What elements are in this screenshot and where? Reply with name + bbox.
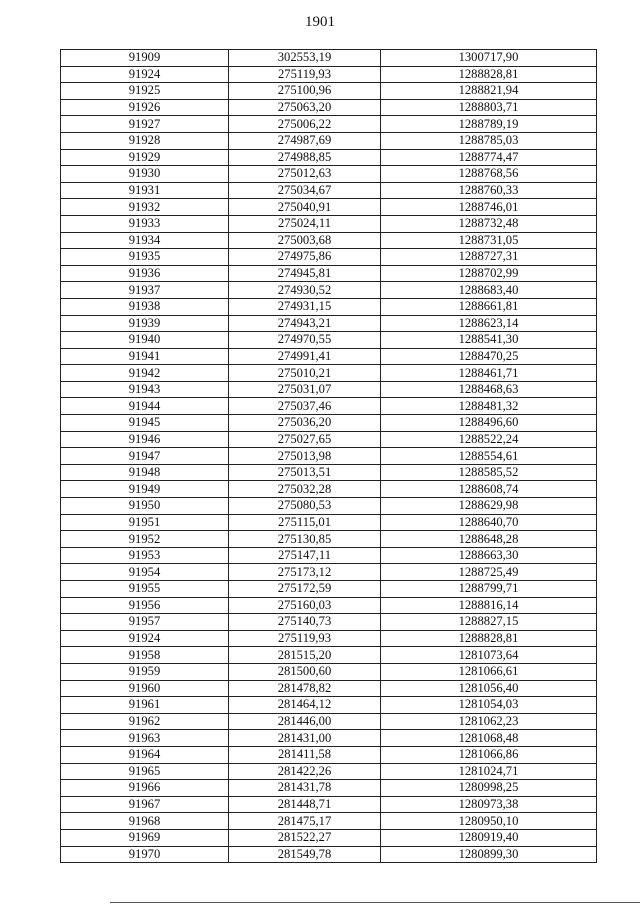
table-row xyxy=(61,813,597,830)
y-coordinate-cell: 1280919,40 xyxy=(381,829,597,846)
table-row xyxy=(61,680,597,697)
point-number-cell: 91950 xyxy=(61,498,229,515)
table-row xyxy=(61,531,597,548)
y-coordinate-cell: 1280899,30 xyxy=(381,846,597,863)
x-coordinate-cell: 275160,03 xyxy=(229,597,381,614)
point-number-cell: 91940 xyxy=(61,332,229,349)
point-number-cell: 91949 xyxy=(61,481,229,498)
x-coordinate-cell: 274991,41 xyxy=(229,348,381,365)
x-coordinate-cell: 275012,63 xyxy=(229,166,381,183)
x-coordinate-cell: 274975,86 xyxy=(229,249,381,266)
x-coordinate-cell: 281431,78 xyxy=(229,780,381,797)
x-coordinate-cell: 275034,67 xyxy=(229,182,381,199)
y-coordinate-cell: 1288702,99 xyxy=(381,265,597,282)
point-number-cell: 91941 xyxy=(61,348,229,365)
table-row xyxy=(61,697,597,714)
point-number-cell: 91953 xyxy=(61,547,229,564)
point-number-cell: 91938 xyxy=(61,298,229,315)
x-coordinate-cell: 275130,85 xyxy=(229,531,381,548)
coordinates-table xyxy=(60,49,597,863)
x-coordinate-cell: 275040,91 xyxy=(229,199,381,216)
point-number-cell: 91909 xyxy=(61,50,229,67)
point-number-cell: 91957 xyxy=(61,614,229,631)
table-row xyxy=(61,597,597,614)
x-coordinate-cell: 281411,58 xyxy=(229,746,381,763)
table-row xyxy=(61,365,597,382)
point-number-cell: 91954 xyxy=(61,564,229,581)
table-row xyxy=(61,796,597,813)
y-coordinate-cell: 1288789,19 xyxy=(381,116,597,133)
y-coordinate-cell: 1288727,31 xyxy=(381,249,597,266)
y-coordinate-cell: 1288663,30 xyxy=(381,547,597,564)
point-number-cell: 91951 xyxy=(61,514,229,531)
point-number-cell: 91937 xyxy=(61,282,229,299)
x-coordinate-cell: 274930,52 xyxy=(229,282,381,299)
x-coordinate-cell: 275147,11 xyxy=(229,547,381,564)
x-coordinate-cell: 275140,73 xyxy=(229,614,381,631)
point-number-cell: 91944 xyxy=(61,398,229,415)
y-coordinate-cell: 1280998,25 xyxy=(381,780,597,797)
table-row xyxy=(61,829,597,846)
point-number-cell: 91967 xyxy=(61,796,229,813)
table-row xyxy=(61,83,597,100)
x-coordinate-cell: 274943,21 xyxy=(229,315,381,332)
point-number-cell: 91939 xyxy=(61,315,229,332)
point-number-cell: 91946 xyxy=(61,431,229,448)
table-row xyxy=(61,398,597,415)
point-number-cell: 91926 xyxy=(61,99,229,116)
table-row xyxy=(61,298,597,315)
table-row xyxy=(61,381,597,398)
y-coordinate-cell: 1288470,25 xyxy=(381,348,597,365)
point-number-cell: 91970 xyxy=(61,846,229,863)
point-number-cell: 91924 xyxy=(61,66,229,83)
point-number-cell: 91932 xyxy=(61,199,229,216)
point-number-cell: 91933 xyxy=(61,215,229,232)
table-row xyxy=(61,713,597,730)
table-row xyxy=(61,282,597,299)
x-coordinate-cell: 275119,93 xyxy=(229,66,381,83)
x-coordinate-cell: 275010,21 xyxy=(229,365,381,382)
x-coordinate-cell: 274931,15 xyxy=(229,298,381,315)
y-coordinate-cell: 1288725,49 xyxy=(381,564,597,581)
y-coordinate-cell: 1288629,98 xyxy=(381,498,597,515)
y-coordinate-cell: 1288732,48 xyxy=(381,215,597,232)
table-row xyxy=(61,647,597,664)
point-number-cell: 91968 xyxy=(61,813,229,830)
x-coordinate-cell: 281448,71 xyxy=(229,796,381,813)
x-coordinate-cell: 281446,00 xyxy=(229,713,381,730)
bottom-rule xyxy=(110,902,640,903)
y-coordinate-cell: 1288468,63 xyxy=(381,381,597,398)
y-coordinate-cell: 1281066,86 xyxy=(381,746,597,763)
point-number-cell: 91960 xyxy=(61,680,229,697)
y-coordinate-cell: 1288821,94 xyxy=(381,83,597,100)
x-coordinate-cell: 274987,69 xyxy=(229,132,381,149)
table-row xyxy=(61,780,597,797)
y-coordinate-cell: 1288496,60 xyxy=(381,415,597,432)
y-coordinate-cell: 1288828,81 xyxy=(381,630,597,647)
y-coordinate-cell: 1288648,28 xyxy=(381,531,597,548)
table-row xyxy=(61,564,597,581)
x-coordinate-cell: 281522,27 xyxy=(229,829,381,846)
x-coordinate-cell: 275172,59 xyxy=(229,581,381,598)
table-row xyxy=(61,265,597,282)
point-number-cell: 91936 xyxy=(61,265,229,282)
table-row xyxy=(61,431,597,448)
point-number-cell: 91927 xyxy=(61,116,229,133)
x-coordinate-cell: 302553,19 xyxy=(229,50,381,67)
x-coordinate-cell: 281500,60 xyxy=(229,663,381,680)
table-row xyxy=(61,132,597,149)
table-row xyxy=(61,215,597,232)
y-coordinate-cell: 1288608,74 xyxy=(381,481,597,498)
point-number-cell: 91945 xyxy=(61,415,229,432)
table-row xyxy=(61,116,597,133)
x-coordinate-cell: 281464,12 xyxy=(229,697,381,714)
table-row xyxy=(61,763,597,780)
point-number-cell: 91956 xyxy=(61,597,229,614)
y-coordinate-cell: 1281066,61 xyxy=(381,663,597,680)
y-coordinate-cell: 1288785,03 xyxy=(381,132,597,149)
point-number-cell: 91930 xyxy=(61,166,229,183)
x-coordinate-cell: 275031,07 xyxy=(229,381,381,398)
y-coordinate-cell: 1288683,40 xyxy=(381,282,597,299)
x-coordinate-cell: 275080,53 xyxy=(229,498,381,515)
point-number-cell: 91924 xyxy=(61,630,229,647)
table-row xyxy=(61,66,597,83)
x-coordinate-cell: 275003,68 xyxy=(229,232,381,249)
table-row xyxy=(61,846,597,863)
table-row xyxy=(61,50,597,67)
point-number-cell: 91969 xyxy=(61,829,229,846)
x-coordinate-cell: 275119,93 xyxy=(229,630,381,647)
y-coordinate-cell: 1288768,56 xyxy=(381,166,597,183)
x-coordinate-cell: 281422,26 xyxy=(229,763,381,780)
y-coordinate-cell: 1288816,14 xyxy=(381,597,597,614)
table-row xyxy=(61,730,597,747)
point-number-cell: 91958 xyxy=(61,647,229,664)
coordinates-table-body xyxy=(61,50,597,863)
table-row xyxy=(61,149,597,166)
table-row xyxy=(61,547,597,564)
y-coordinate-cell: 1281056,40 xyxy=(381,680,597,697)
y-coordinate-cell: 1281054,03 xyxy=(381,697,597,714)
x-coordinate-cell: 275032,28 xyxy=(229,481,381,498)
y-coordinate-cell: 1288585,52 xyxy=(381,464,597,481)
y-coordinate-cell: 1288746,01 xyxy=(381,199,597,216)
x-coordinate-cell: 275063,20 xyxy=(229,99,381,116)
x-coordinate-cell: 281431,00 xyxy=(229,730,381,747)
y-coordinate-cell: 1288774,47 xyxy=(381,149,597,166)
point-number-cell: 91962 xyxy=(61,713,229,730)
y-coordinate-cell: 1288541,30 xyxy=(381,332,597,349)
x-coordinate-cell: 275013,98 xyxy=(229,448,381,465)
x-coordinate-cell: 274945,81 xyxy=(229,265,381,282)
y-coordinate-cell: 1288461,71 xyxy=(381,365,597,382)
table-row xyxy=(61,514,597,531)
x-coordinate-cell: 274970,55 xyxy=(229,332,381,349)
point-number-cell: 91948 xyxy=(61,464,229,481)
table-row xyxy=(61,481,597,498)
y-coordinate-cell: 1288481,32 xyxy=(381,398,597,415)
point-number-cell: 91925 xyxy=(61,83,229,100)
y-coordinate-cell: 1288554,61 xyxy=(381,448,597,465)
x-coordinate-cell: 275115,01 xyxy=(229,514,381,531)
table-row xyxy=(61,415,597,432)
x-coordinate-cell: 281475,17 xyxy=(229,813,381,830)
point-number-cell: 91952 xyxy=(61,531,229,548)
point-number-cell: 91964 xyxy=(61,746,229,763)
y-coordinate-cell: 1288803,71 xyxy=(381,99,597,116)
y-coordinate-cell: 1288731,05 xyxy=(381,232,597,249)
table-row xyxy=(61,614,597,631)
table-row xyxy=(61,663,597,680)
point-number-cell: 91935 xyxy=(61,249,229,266)
y-coordinate-cell: 1288522,24 xyxy=(381,431,597,448)
table-row xyxy=(61,99,597,116)
x-coordinate-cell: 275037,46 xyxy=(229,398,381,415)
x-coordinate-cell: 281515,20 xyxy=(229,647,381,664)
point-number-cell: 91947 xyxy=(61,448,229,465)
page-number: 1901 xyxy=(305,14,335,30)
table-row xyxy=(61,332,597,349)
point-number-cell: 91942 xyxy=(61,365,229,382)
table-row xyxy=(61,498,597,515)
x-coordinate-cell: 275027,65 xyxy=(229,431,381,448)
point-number-cell: 91943 xyxy=(61,381,229,398)
y-coordinate-cell: 1281068,48 xyxy=(381,730,597,747)
x-coordinate-cell: 275036,20 xyxy=(229,415,381,432)
y-coordinate-cell: 1288827,15 xyxy=(381,614,597,631)
table-row xyxy=(61,581,597,598)
table-row xyxy=(61,448,597,465)
y-coordinate-cell: 1288640,70 xyxy=(381,514,597,531)
y-coordinate-cell: 1288661,81 xyxy=(381,298,597,315)
point-number-cell: 91934 xyxy=(61,232,229,249)
table-row xyxy=(61,348,597,365)
y-coordinate-cell: 1288799,71 xyxy=(381,581,597,598)
point-number-cell: 91961 xyxy=(61,697,229,714)
y-coordinate-cell: 1281073,64 xyxy=(381,647,597,664)
point-number-cell: 91955 xyxy=(61,581,229,598)
point-number-cell: 91929 xyxy=(61,149,229,166)
point-number-cell: 91928 xyxy=(61,132,229,149)
y-coordinate-cell: 1281024,71 xyxy=(381,763,597,780)
y-coordinate-cell: 1288828,81 xyxy=(381,66,597,83)
table-row xyxy=(61,166,597,183)
point-number-cell: 91963 xyxy=(61,730,229,747)
y-coordinate-cell: 1288760,33 xyxy=(381,182,597,199)
x-coordinate-cell: 275013,51 xyxy=(229,464,381,481)
y-coordinate-cell: 1281062,23 xyxy=(381,713,597,730)
x-coordinate-cell: 275024,11 xyxy=(229,215,381,232)
y-coordinate-cell: 1280950,10 xyxy=(381,813,597,830)
x-coordinate-cell: 281478,82 xyxy=(229,680,381,697)
point-number-cell: 91965 xyxy=(61,763,229,780)
table-row xyxy=(61,746,597,763)
table-row xyxy=(61,249,597,266)
y-coordinate-cell: 1288623,14 xyxy=(381,315,597,332)
table-row xyxy=(61,464,597,481)
table-row xyxy=(61,182,597,199)
x-coordinate-cell: 275100,96 xyxy=(229,83,381,100)
table-row xyxy=(61,630,597,647)
x-coordinate-cell: 275006,22 xyxy=(229,116,381,133)
table-row xyxy=(61,232,597,249)
point-number-cell: 91966 xyxy=(61,780,229,797)
table-row xyxy=(61,315,597,332)
x-coordinate-cell: 275173,12 xyxy=(229,564,381,581)
point-number-cell: 91931 xyxy=(61,182,229,199)
point-number-cell: 91959 xyxy=(61,663,229,680)
x-coordinate-cell: 281549,78 xyxy=(229,846,381,863)
table-row xyxy=(61,199,597,216)
y-coordinate-cell: 1280973,38 xyxy=(381,796,597,813)
x-coordinate-cell: 274988,85 xyxy=(229,149,381,166)
y-coordinate-cell: 1300717,90 xyxy=(381,50,597,67)
